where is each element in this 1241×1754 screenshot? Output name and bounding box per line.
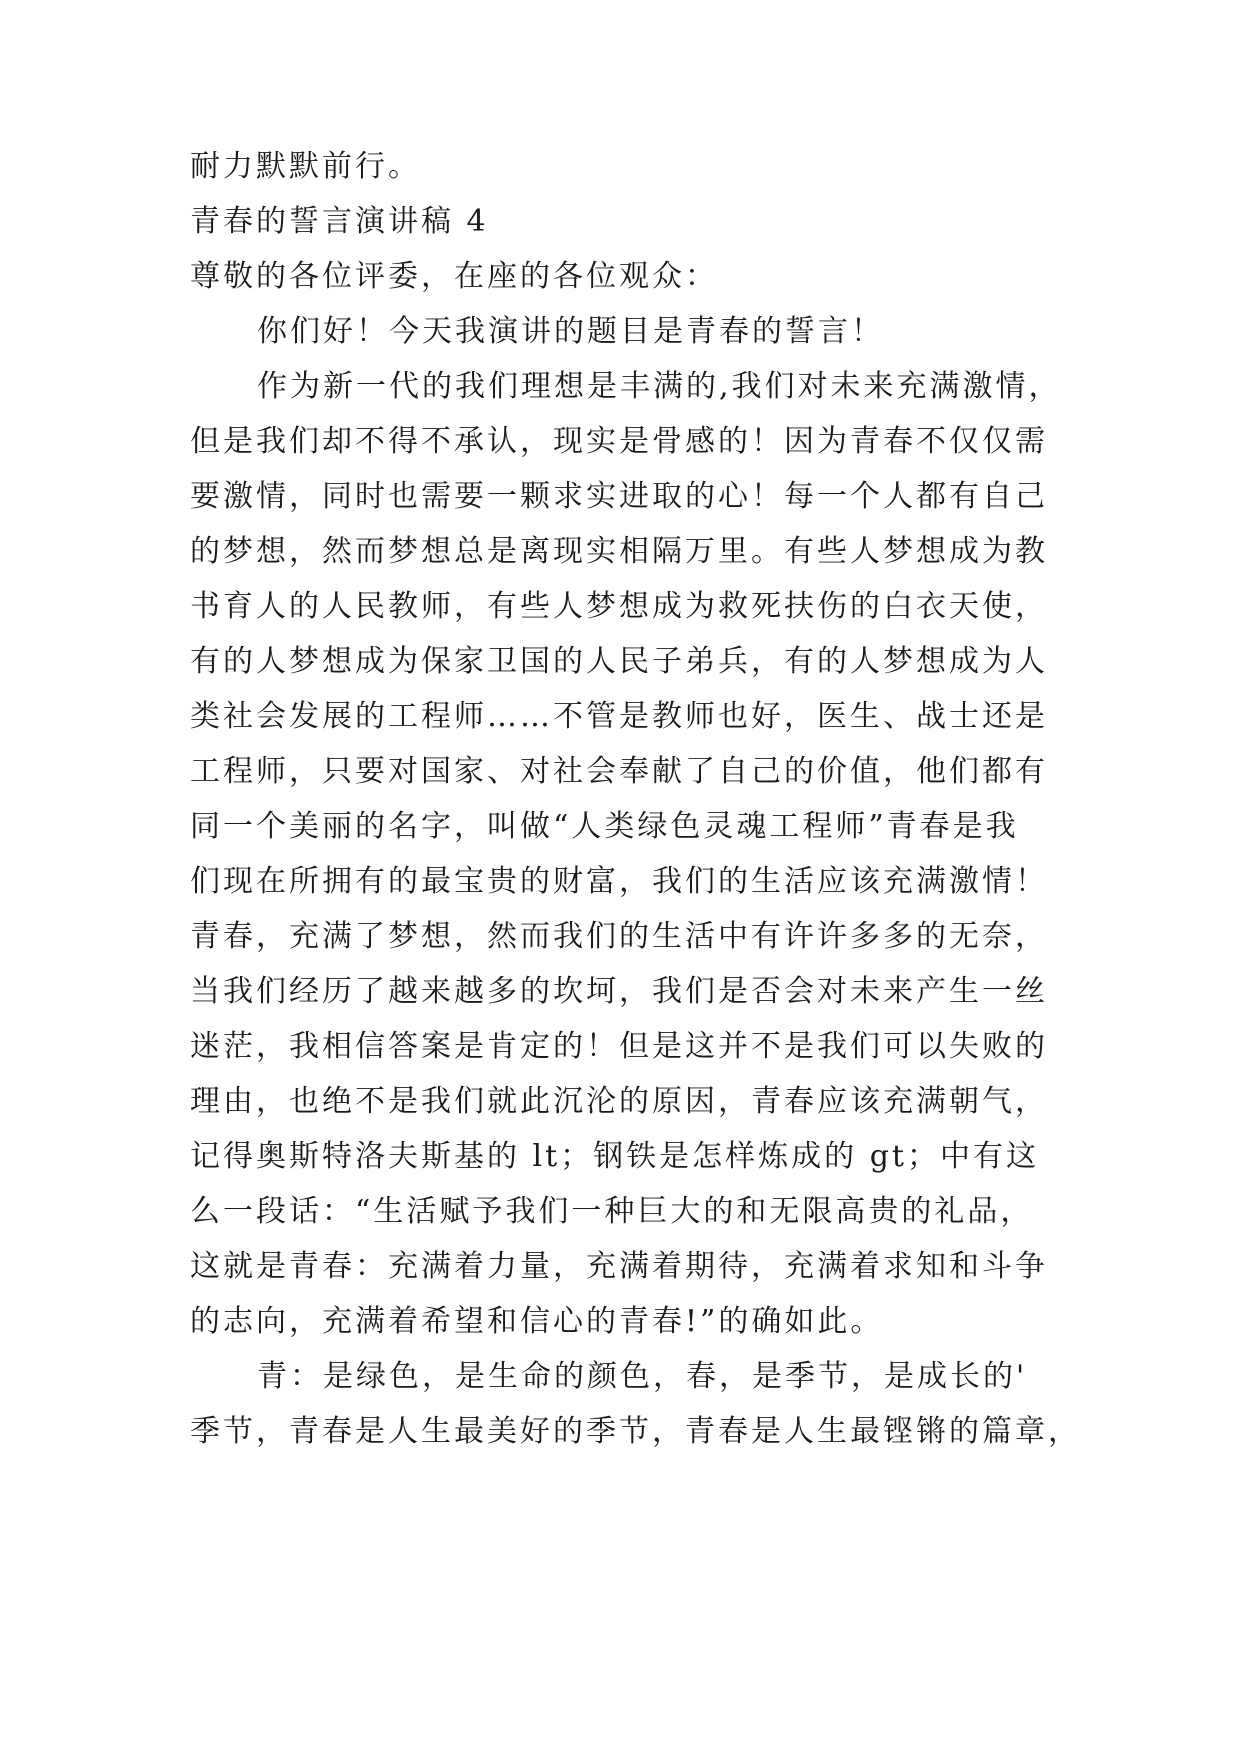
salutation-line: 尊敬的各位评委，在座的各位观众： <box>190 259 718 294</box>
text-line: 么一段话：“生活赋予我们一种巨大的和无限高贵的礼品， <box>190 1194 1034 1229</box>
text-line: 有的人梦想成为保家卫国的人民子弟兵，有的人梦想成为人 <box>190 644 1048 679</box>
text-line: 迷茫，我相信答案是肯定的！但是这并不是我们可以失败的 <box>190 1029 1048 1064</box>
text-line: 青：是绿色，是生命的颜色，春，是季节，是成长的' <box>257 1359 1028 1394</box>
text-line: 要激情，同时也需要一颗求实进取的心！每一个人都有自己 <box>190 479 1048 514</box>
text-line: 这就是青春：充满着力量，充满着期待，充满着求知和斗争 <box>190 1249 1048 1284</box>
text-line: 同一个美丽的名字，叫做“人类绿色灵魂工程师”青春是我 <box>190 809 1019 844</box>
section-title: 青春的誓言演讲稿 4 <box>190 204 489 239</box>
text-line: 的志向，充满着希望和信心的青春!”的确如此。 <box>190 1304 884 1339</box>
text-line: 但是我们却不得不承认，现实是骨感的！因为青春不仅仅需 <box>190 424 1048 459</box>
text-line: 当我们经历了越来越多的坎坷，我们是否会对未来产生一丝 <box>190 974 1048 1009</box>
text-line: 工程师，只要对国家、对社会奉献了自己的价值，他们都有 <box>190 754 1048 789</box>
text-line: 类社会发展的工程师……不管是教师也好，医生、战士还是 <box>190 699 1048 734</box>
text-line: 记得奥斯特洛夫斯基的 lt；钢铁是怎样炼成的 gt；中有这 <box>190 1139 1039 1174</box>
text-line: 耐力默默前行。 <box>190 149 421 184</box>
text-line: 季节，青春是人生最美好的季节，青春是人生最铿锵的篇章， <box>190 1414 1081 1449</box>
text-line: 作为新一代的我们理想是丰满的,我们对未来充满激情， <box>257 369 1062 404</box>
text-line: 的梦想，然而梦想总是离现实相隔万里。有些人梦想成为教 <box>190 534 1048 569</box>
text-line: 青春，充满了梦想，然而我们的生活中有许许多多的无奈， <box>190 919 1048 954</box>
text-line: 们现在所拥有的最宝贵的财富，我们的生活应该充满激情！ <box>190 864 1048 899</box>
text-line: 理由，也绝不是我们就此沉沦的原因，青春应该充满朝气， <box>190 1084 1048 1119</box>
text-line: 你们好！今天我演讲的题目是青春的誓言！ <box>257 314 884 349</box>
text-line: 书育人的人民教师，有些人梦想成为救死扶伤的白衣天使， <box>190 589 1048 624</box>
